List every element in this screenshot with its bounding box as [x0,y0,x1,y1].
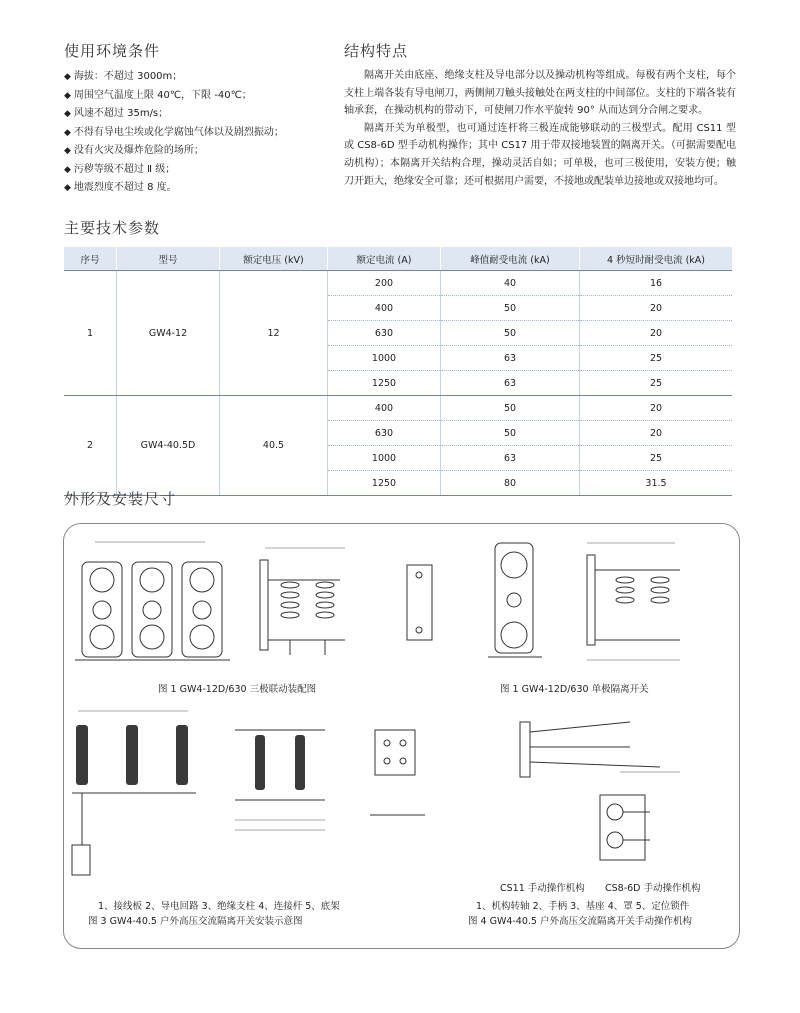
cell-short: 20 [580,321,733,346]
cell-peak: 63 [441,371,580,396]
spec-header-row [64,247,732,271]
table-row [64,271,732,296]
structure-text [344,67,736,190]
cell-short: 25 [580,446,733,471]
condition-item: ◆ 海拔：不超过 3000m； [64,68,284,87]
condition-item: ◆ 污秽等级不超过 Ⅱ 级； [64,161,284,180]
header-model: 型号 [117,247,220,271]
cell-no: 1 [64,271,117,396]
structure-paragraph: 隔离开关为单极型，也可通过连杆将三极连成能够联动的三极型式。配用 CS11 型或 CS8-6D 型手动机构操作；其中 CS17 用于带双接地装置的隔离开关。（可据需要配电动机构）；本隔离开关结构合理，操动灵活自如；可单极，也可三极使用，安装方便；触刀开距大，绝缘安全可靠；还可根据用户需要，不接地或配装单边接地或双接地均可。 [344,122,736,187]
fig3-caption: 图 3 GW4-40.5 户外高压交流隔离开关安装示意图 [88,916,303,927]
cell-short: 25 [580,346,733,371]
spec-table [64,247,732,496]
cell-peak: 40 [441,271,580,296]
cell-peak: 80 [441,471,580,496]
cell-current: 400 [328,296,441,321]
conditions-title: 使用环境条件 [64,42,161,60]
cell-voltage: 40.5 [220,396,328,496]
header-current: 额定电流 (A) [328,247,441,271]
cell-peak: 50 [441,421,580,446]
cell-peak: 63 [441,446,580,471]
params-title: 主要技术参数 [64,219,161,237]
cell-short: 25 [580,371,733,396]
cell-model: GW4-12 [117,271,220,396]
fig1-base-drawing [395,560,445,650]
fig4-caption: 图 4 GW4-40.5 户外高压交流隔离开关手动操作机构 [468,916,692,927]
fig3-side-drawing [225,705,335,840]
fig1-side-drawing [250,540,360,665]
condition-item: ◆ 不得有导电尘埃或化学腐蚀气体以及剧烈振动； [64,124,284,143]
cell-short: 20 [580,421,733,446]
fig1-caption: 图 1 GW4-12D/630 三极联动装配图 [158,684,317,695]
condition-item: ◆ 周围空气温度上限 40℃，下限 -40℃； [64,87,284,106]
cell-current: 1000 [328,446,441,471]
header-short: 4 秒短时耐受电流 (kA) [580,247,733,271]
fig4-legend: 1、机构转轴 2、手柄 3、基座 4、罩 5、定位锁件 [476,901,690,912]
condition-item: ◆ 地震烈度不超过 8 度。 [64,179,284,198]
cell-current: 630 [328,321,441,346]
fig3-legend: 1、接线板 2、导电回路 3、绝缘支柱 4、连接杆 5、底架 [98,901,340,912]
cell-short: 31.5 [580,471,733,496]
cell-current: 1250 [328,471,441,496]
table-row [64,396,732,421]
cell-current: 1000 [328,346,441,371]
cell-short: 20 [580,296,733,321]
conditions-list [64,68,284,198]
structure-paragraph: 隔离开关由底座、绝缘支柱及导电部分以及操动机构等组成。每极有两个支柱，每个支柱上端各装有导电闸刀，两侧闸刀触头接触处在两支柱的中间部位。支柱的下端各装有轴承套，在操动机构的带动下，可使闸刀作水平旋转 90° 从而达到分合闸之要求。 [344,70,736,117]
cell-peak: 63 [441,346,580,371]
cell-model: GW4-40.5D [117,396,220,496]
cell-peak: 50 [441,296,580,321]
cell-peak: 50 [441,321,580,346]
cs11-label: CS11 手动操作机构 [500,883,585,894]
fig2-side-drawing [575,535,695,670]
fig3-plate-drawing [355,715,445,835]
fig4-cs11-drawing [490,712,690,792]
cell-peak: 50 [441,396,580,421]
cell-current: 400 [328,396,441,421]
cell-short: 16 [580,271,733,296]
condition-item: ◆ 没有火灾及爆炸危险的场所； [64,142,284,161]
dimensions-title: 外形及安装尺寸 [64,490,177,508]
cell-current: 200 [328,271,441,296]
cell-voltage: 12 [220,271,328,396]
fig2-caption: 图 1 GW4-12D/630 单极隔离开关 [500,684,649,695]
cell-current: 1250 [328,371,441,396]
condition-item: ◆ 风速不超过 35m/s； [64,105,284,124]
header-no: 序号 [64,247,117,271]
fig4-cs8-drawing [585,790,675,870]
fig1-drawing [70,532,240,672]
header-peak: 峰值耐受电流 (kA) [441,247,580,271]
header-voltage: 额定电压 (kV) [220,247,328,271]
cs8-label: CS8-6D 手动操作机构 [605,883,701,894]
structure-title: 结构特点 [344,42,409,60]
fig2-drawing [480,535,550,665]
cell-no: 2 [64,396,117,496]
cell-short: 20 [580,396,733,421]
fig3-drawing [68,705,218,880]
cell-current: 630 [328,421,441,446]
